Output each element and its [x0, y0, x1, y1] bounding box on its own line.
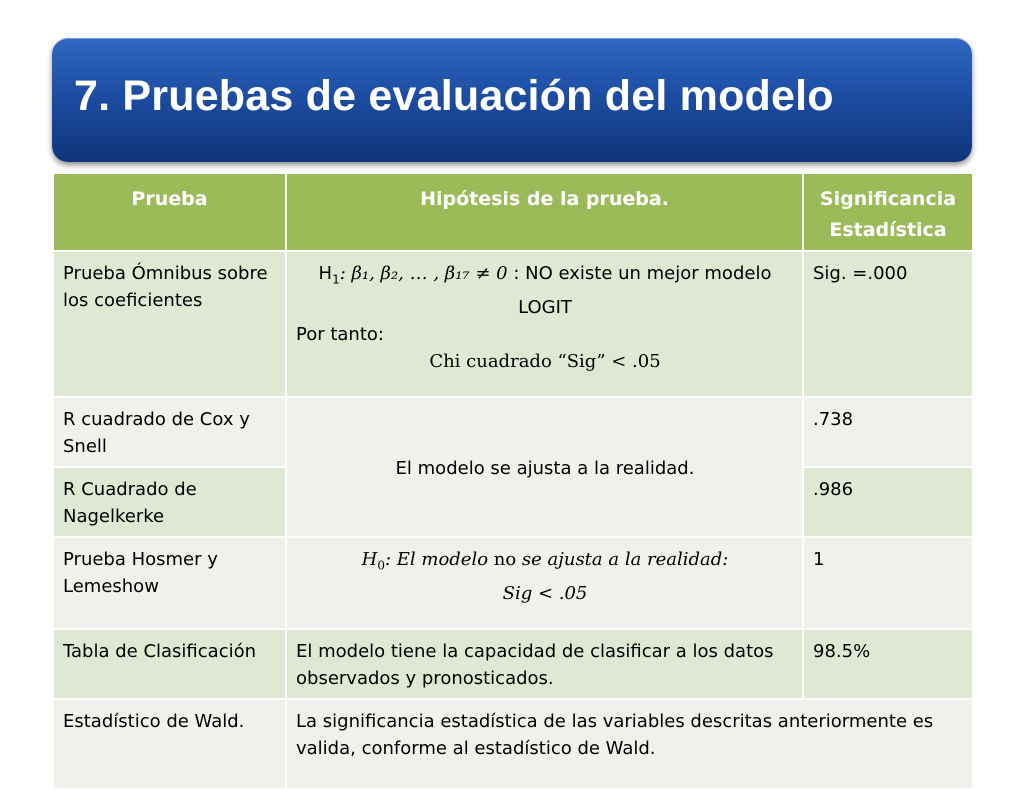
- table-header-row: [53, 173, 973, 251]
- cell-hipotesis: La significancia estadística de las variables descritas anteriormente es valida, conforme al estadístico de Wald.: [286, 699, 973, 789]
- cell-hipotesis: [286, 537, 803, 629]
- hosmer-hypothesis-line: [296, 546, 794, 580]
- omnibus-hypothesis-line: [296, 260, 794, 294]
- cell-prueba: Prueba Hosmer y Lemeshow: [53, 537, 286, 629]
- omnibus-beta-formula: : β₁, β₂, … , β₁₇ ≠ 0: [339, 263, 508, 284]
- omnibus-h-letter: H: [318, 263, 333, 284]
- cell-significancia: .986: [803, 467, 973, 537]
- header-prueba: Prueba: [53, 173, 286, 251]
- header-significancia-line1: Significancia: [819, 188, 957, 210]
- cell-prueba: R cuadrado de Cox y Snell: [53, 397, 286, 467]
- table-row: [53, 397, 973, 467]
- cell-significancia: 1: [803, 537, 973, 629]
- cell-prueba: R Cuadrado de Nagelkerke: [53, 467, 286, 537]
- table-row: [53, 699, 973, 789]
- table-row: [53, 629, 973, 699]
- hosmer-h-sub: 0: [377, 558, 385, 573]
- hosmer-hypothesis-part2: se ajusta a la realidad:: [521, 549, 729, 570]
- cell-prueba: Prueba Ómnibus sobre los coeficientes: [53, 251, 286, 397]
- cell-hipotesis: El modelo tiene la capacidad de clasificar a los datos observados y pronosticados.: [286, 629, 803, 699]
- omnibus-hypothesis-line2: LOGIT: [518, 296, 572, 318]
- hosmer-hypothesis-part1: : El modelo: [384, 549, 489, 570]
- cell-hipotesis-merged: El modelo se ajusta a la realidad.: [286, 397, 803, 537]
- hosmer-formula: Sig < .05: [502, 582, 588, 604]
- cell-hipotesis: [286, 251, 803, 397]
- omnibus-h-sub: 1: [332, 272, 340, 287]
- omnibus-formula: Chi cuadrado “Sig” < .05: [429, 350, 661, 372]
- header-significancia: [803, 173, 973, 251]
- table-row: [53, 251, 973, 397]
- header-significancia-line2: Estadística: [829, 219, 947, 241]
- cell-significancia: 98.5%: [803, 629, 973, 699]
- header-hipotesis: Hipótesis de la prueba.: [286, 173, 803, 251]
- hosmer-hypothesis-no: no: [488, 549, 522, 570]
- cell-significancia: Sig. =.000: [803, 251, 973, 397]
- slide-title: 7. Pruebas de evaluación del modelo: [74, 72, 834, 120]
- hosmer-h-letter: H: [361, 549, 378, 570]
- evaluation-table: [52, 172, 974, 790]
- title-banner: [52, 38, 972, 162]
- cell-significancia: .738: [803, 397, 973, 467]
- omnibus-hypothesis-text: : NO existe un mejor modelo: [507, 263, 772, 284]
- cell-prueba: Estadístico de Wald.: [53, 699, 286, 789]
- cell-prueba: Tabla de Clasificación: [53, 629, 286, 699]
- omnibus-por-tanto: Por tanto:: [296, 323, 384, 345]
- table-row: [53, 537, 973, 629]
